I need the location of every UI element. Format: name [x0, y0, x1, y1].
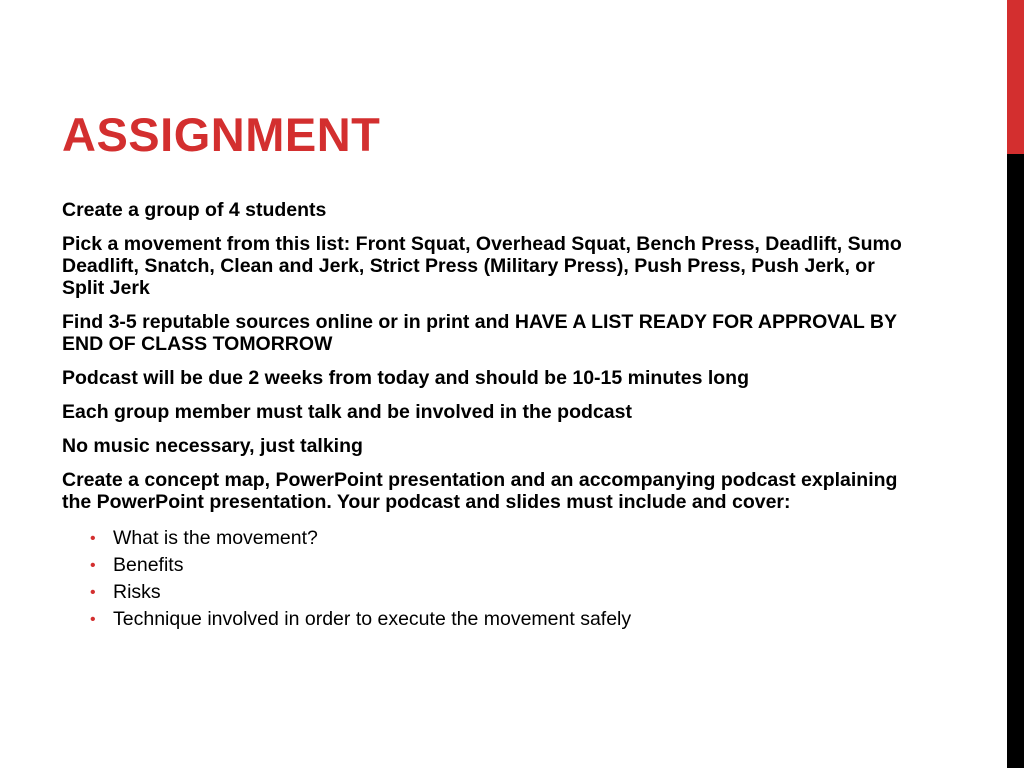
side-bar-red-segment	[1007, 0, 1024, 154]
paragraph-sources: Find 3-5 reputable sources online or in print and HAVE A LIST READY FOR APPROVAL BY END OF CLASS TOMORROW	[62, 311, 897, 355]
paragraph-no-music: No music necessary, just talking	[62, 435, 363, 457]
paragraph-movement-list: Pick a movement from this list: Front Squat, Overhead Squat, Bench Press, Deadlift, Sumo Deadlift, Snatch, Clean and Jerk, Strict Press (Military Press), Push Press, Push Jerk, or Split Jerk	[62, 233, 902, 299]
paragraph-group-size: Create a group of 4 students	[62, 199, 327, 221]
list-item-text: What is the movement?	[113, 527, 318, 549]
slide-body	[62, 199, 912, 633]
bullet-icon: •	[90, 557, 96, 574]
list-item	[90, 606, 912, 633]
list-item-text: Technique involved in order to execute the movement safely	[113, 608, 632, 630]
list-item	[90, 579, 912, 606]
paragraph-deliverables: Create a concept map, PowerPoint presentation and an accompanying podcast explaining the PowerPoint presentation. Your podcast and slides must include and cover:	[62, 469, 898, 513]
paragraph-due-date: Podcast will be due 2 weeks from today and should be 10-15 minutes long	[62, 367, 749, 389]
bullet-icon: •	[90, 584, 96, 601]
list-item	[90, 552, 912, 579]
bullet-icon: •	[90, 530, 96, 547]
bullet-icon: •	[90, 611, 96, 628]
list-item-text: Benefits	[113, 554, 184, 576]
side-bar-black-segment	[1007, 154, 1024, 768]
side-accent-bar	[1007, 0, 1024, 768]
list-item-text: Risks	[113, 581, 161, 603]
requirements-list	[62, 525, 912, 633]
paragraph-group-involvement: Each group member must talk and be involved in the podcast	[62, 401, 632, 423]
slide-title: ASSIGNMENT	[62, 108, 381, 161]
list-item	[90, 525, 912, 552]
